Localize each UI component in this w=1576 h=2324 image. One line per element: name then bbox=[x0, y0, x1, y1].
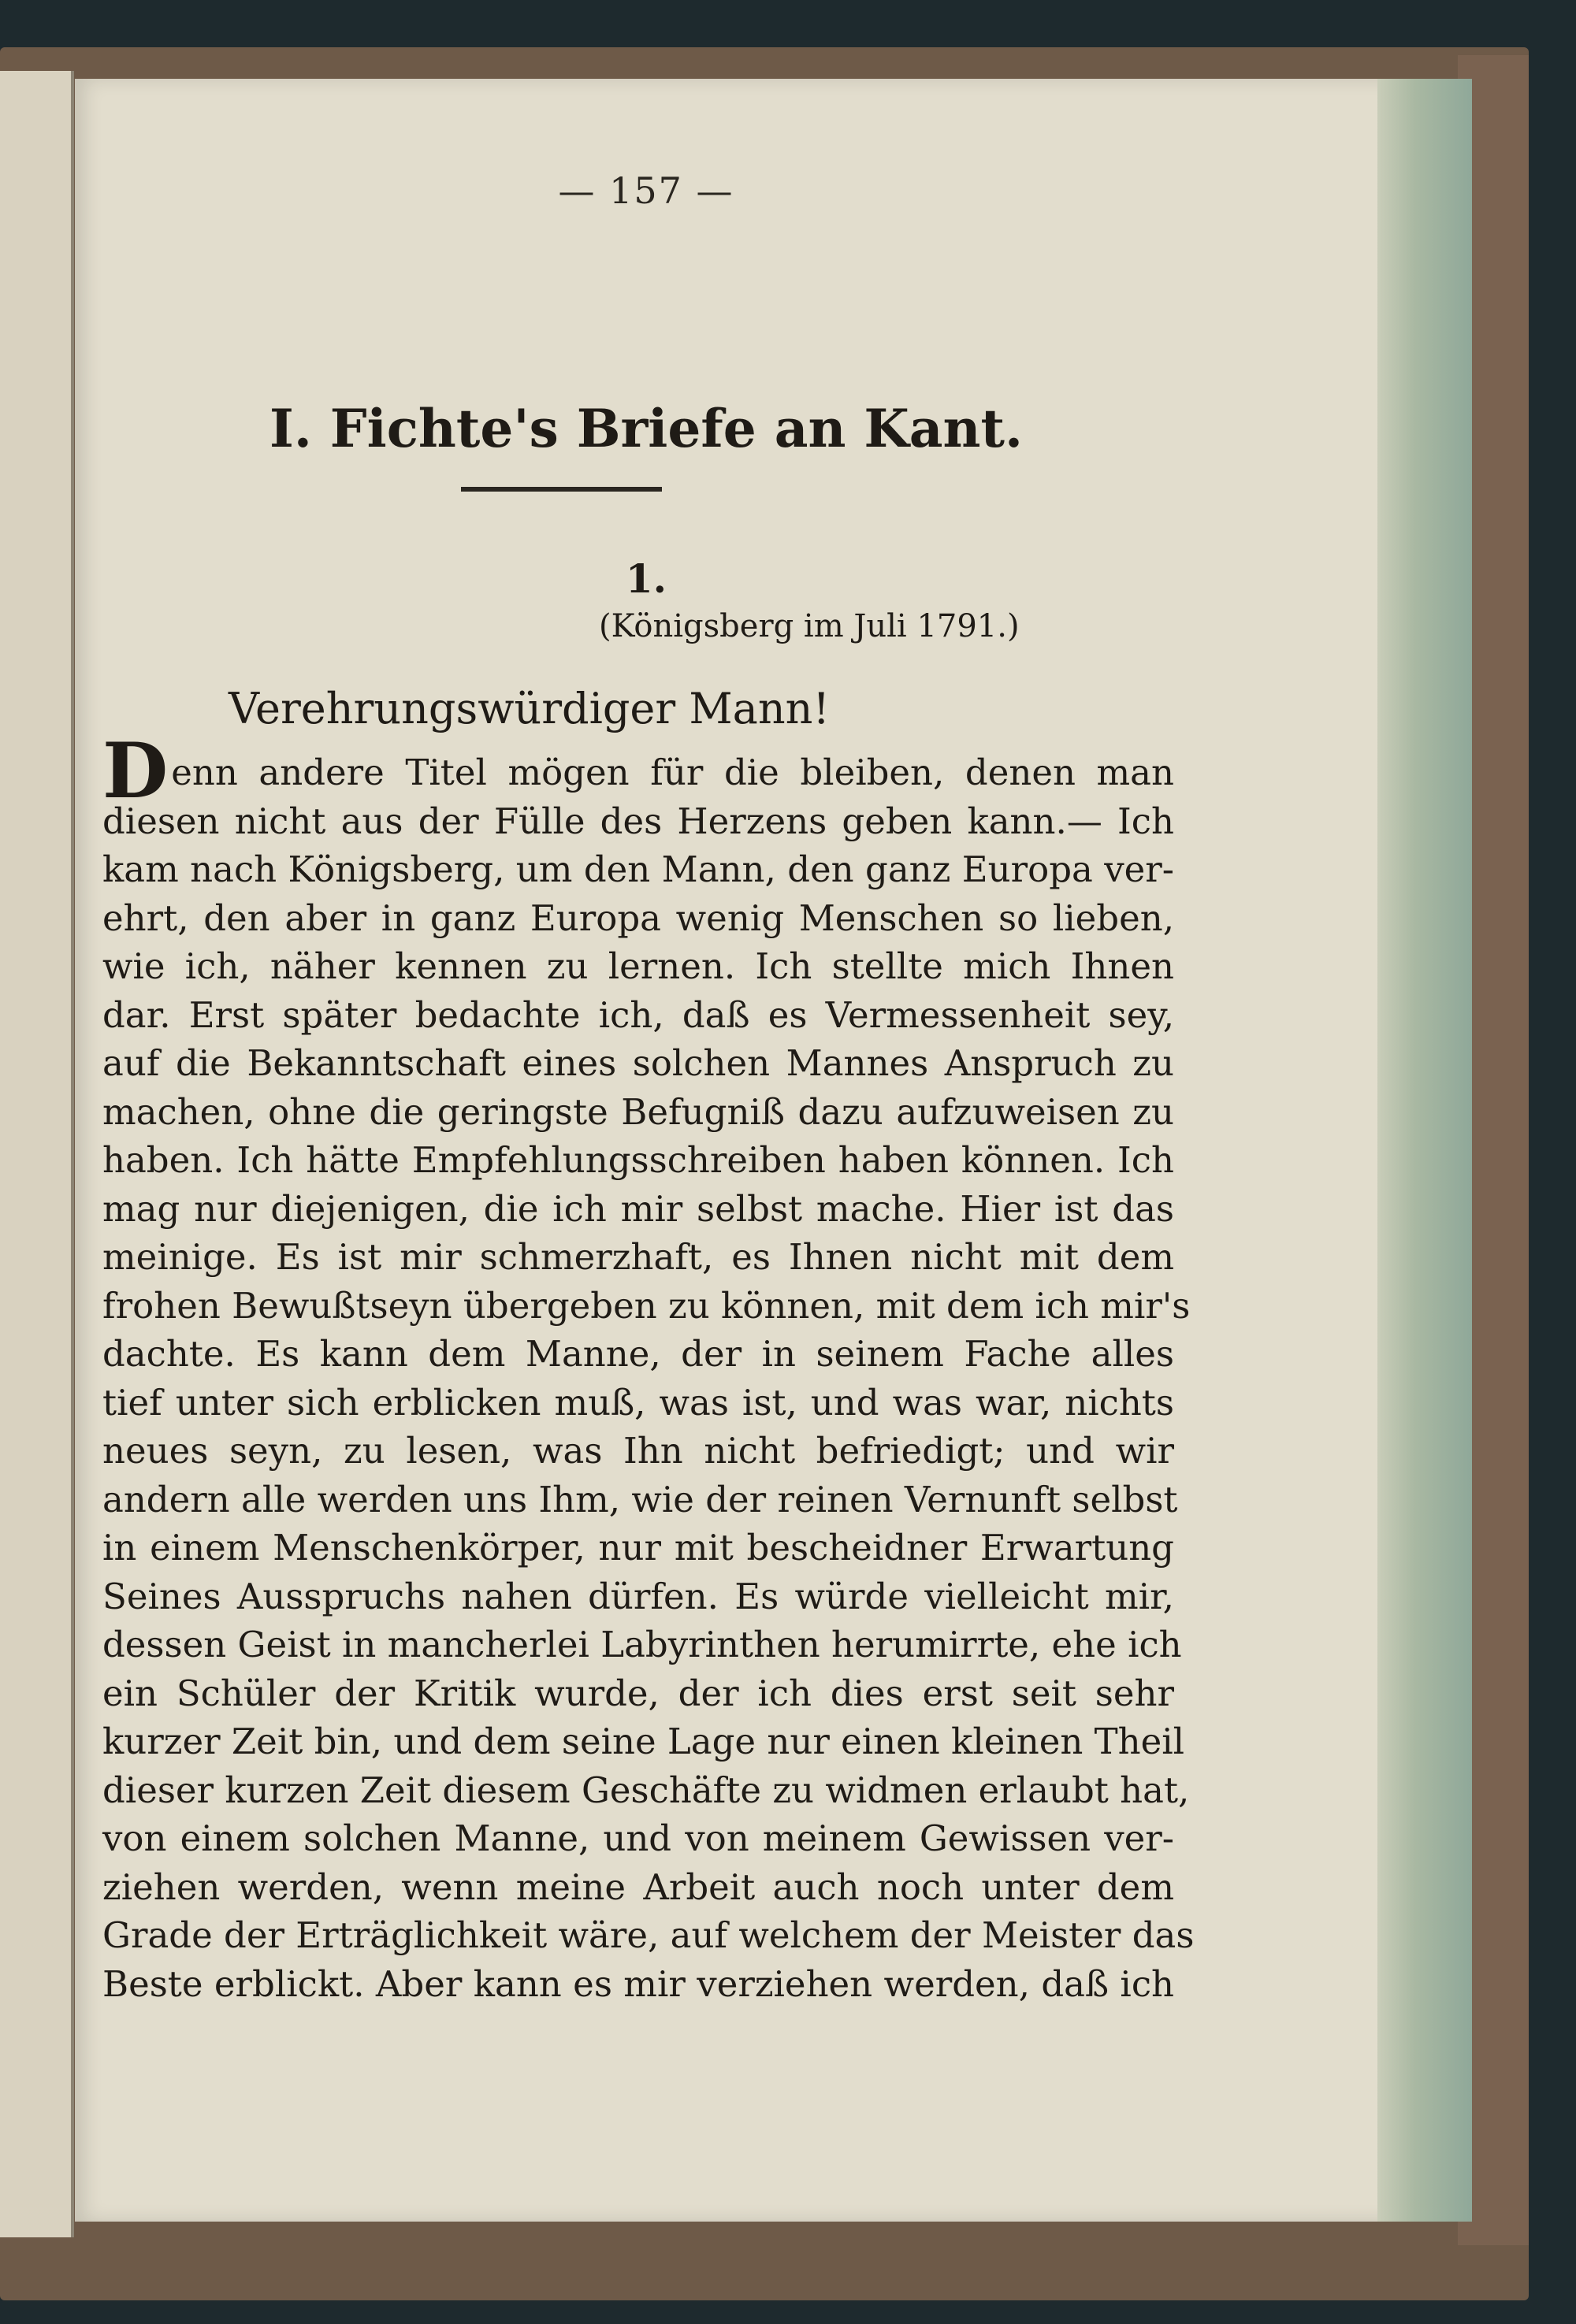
text-line-content: machen, ohne die geringste Befugniß dazu aufzuweisen zu bbox=[102, 1090, 1174, 1133]
text-line bbox=[102, 797, 1174, 846]
text-line-content: Seines Ausspruchs nahen dürfen. Es würde vielleicht mir, bbox=[102, 1575, 1174, 1617]
letter-number: 1. bbox=[625, 555, 667, 602]
text-line bbox=[102, 1233, 1174, 1282]
text-line bbox=[102, 1282, 1191, 1331]
letter-body bbox=[102, 726, 1195, 2008]
text-line bbox=[102, 1717, 1185, 1766]
text-line bbox=[102, 1185, 1174, 1234]
text-line bbox=[102, 991, 1174, 1040]
text-line-content: frohen Bewußtseyn übergeben zu können, mit dem ich mir's bbox=[102, 1284, 1191, 1327]
drop-cap: D bbox=[102, 726, 169, 815]
text-line-content: Beste erblickt. Aber kann es mir verziehen werden, daß ich bbox=[102, 1962, 1174, 2005]
text-line bbox=[102, 1136, 1174, 1185]
text-line bbox=[102, 1620, 1182, 1669]
text-line-content: meinige. Es ist mir schmerzhaft, es Ihnen nicht mit dem bbox=[102, 1236, 1174, 1278]
text-line bbox=[102, 1572, 1174, 1621]
text-line-content: mag nur diejenigen, die ich mir selbst mache. Hier ist das bbox=[102, 1187, 1174, 1230]
text-line-content: kurzer Zeit bin, und dem seine Lage nur einen kleinen Theil bbox=[102, 1721, 1185, 1762]
left-page-sliver bbox=[0, 71, 74, 2237]
text-line bbox=[102, 845, 1174, 894]
text-line-content: auf die Bekanntschaft eines solchen Mannes Anspruch zu bbox=[102, 1042, 1174, 1084]
text-line bbox=[102, 1330, 1174, 1379]
text-line-content: ziehen werden, wenn meine Arbeit auch noch unter dem bbox=[102, 1866, 1174, 1908]
text-line bbox=[102, 1379, 1174, 1427]
text-line-content: ein Schüler der Kritik wurde, der ich dies erst seit sehr bbox=[102, 1672, 1174, 1714]
text-line bbox=[102, 726, 1174, 815]
text-line-content: haben. Ich hätte Empfehlungsschreiben haben können. Ich bbox=[102, 1139, 1174, 1181]
text-line-content: Grade der Erträglichkeit wäre, auf welchem der Meister das bbox=[102, 1914, 1195, 1956]
text-line-content: wie ich, näher kennen zu lernen. Ich stellte mich Ihnen bbox=[102, 945, 1174, 987]
text-line-content: tief unter sich erblicken muß, was ist, und was war, nichts bbox=[102, 1381, 1174, 1424]
salutation: Verehrungswürdiger Mann! bbox=[229, 684, 831, 733]
text-line-content: neues seyn, zu lesen, was Ihn nicht befriedigt; und wir bbox=[102, 1430, 1174, 1472]
text-line-content: dessen Geist in mancherlei Labyrinthen herumirrte, ehe ich bbox=[102, 1624, 1182, 1665]
text-line bbox=[102, 1088, 1174, 1137]
text-line bbox=[102, 1960, 1174, 2009]
text-line bbox=[102, 1524, 1174, 1572]
text-line bbox=[102, 1814, 1174, 1863]
text-line bbox=[102, 1766, 1190, 1815]
text-line-content: ehrt, den aber in ganz Europa wenig Menschen so lieben, bbox=[102, 897, 1174, 939]
text-line-content: von einem solchen Manne, und von meinem Gewissen ver- bbox=[102, 1817, 1174, 1859]
text-line bbox=[102, 942, 1174, 991]
text-line-content: enn andere Titel mögen für die bleiben, denen man bbox=[171, 752, 1174, 793]
text-line-content: in einem Menschenkörper, nur mit bescheidner Erwartung bbox=[102, 1527, 1174, 1569]
text-line bbox=[102, 1039, 1174, 1088]
title-rule bbox=[461, 487, 662, 492]
dateline: (Königsberg im Juli 1791.) bbox=[599, 608, 1020, 644]
text-line-content: kam nach Königsberg, um den Mann, den ganz Europa ver- bbox=[102, 848, 1174, 890]
text-line bbox=[102, 1911, 1195, 1960]
text-line-content: andern alle werden uns Ihm, wie der reinen Vernunft selbst bbox=[102, 1478, 1178, 1520]
text-line-content: dar. Erst später bedachte ich, daß es Vermessenheit sey, bbox=[102, 993, 1174, 1036]
text-line bbox=[102, 1476, 1178, 1524]
chapter-title: I. Fichte's Briefe an Kant. bbox=[269, 398, 1024, 459]
page-number: — 157 — bbox=[558, 169, 734, 212]
text-line-content: dieser kurzen Zeit diesem Geschäfte zu widmen erlaubt hat, bbox=[102, 1769, 1190, 1811]
text-line bbox=[102, 1863, 1174, 1912]
text-line-content: dachte. Es kann dem Manne, der in seinem Fache alles bbox=[102, 1333, 1174, 1375]
text-line bbox=[102, 1427, 1174, 1476]
page-fore-edge bbox=[1377, 79, 1472, 2222]
text-line bbox=[102, 1669, 1174, 1718]
text-line bbox=[102, 894, 1174, 943]
text-line-content: diesen nicht aus der Fülle des Herzens geben kann.— Ich bbox=[102, 800, 1174, 842]
